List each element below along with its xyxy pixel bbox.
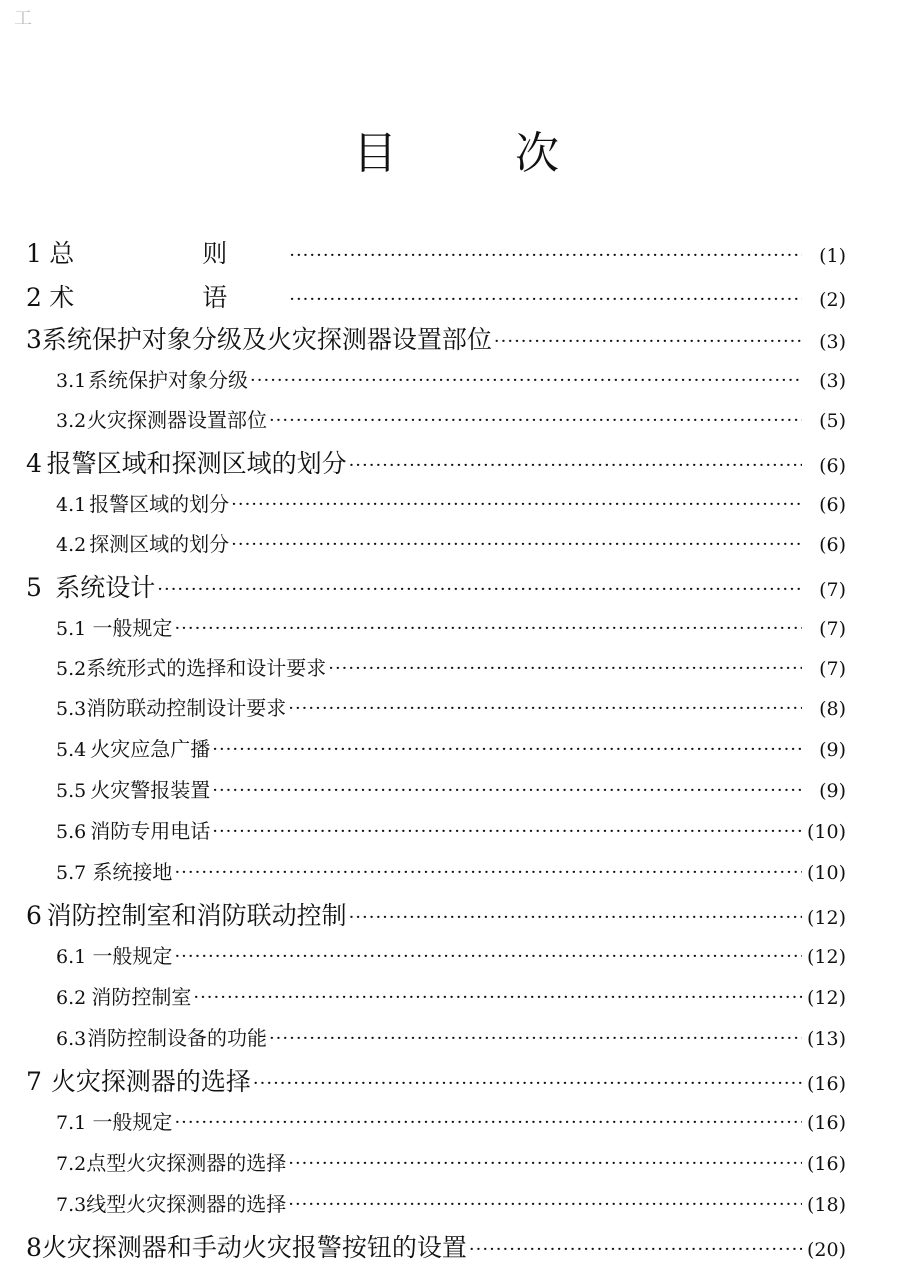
toc-entry-page: (12) [806,907,846,929]
toc-entry-6-1[interactable] [26,940,846,969]
toc-entry-page: (18) [806,1194,846,1216]
toc-entry-8[interactable] [26,1228,846,1264]
toc-entry-7-2[interactable] [26,1147,846,1176]
toc-leader-dots [212,780,802,801]
toc-leader-dots [174,618,802,639]
toc-entry-label: 线型火灾探测器的选择 [86,1192,287,1216]
toc-entry-label: 系统保护对象分级 [88,368,249,392]
toc-entry-6-3[interactable] [26,1022,846,1051]
toc-entry-page: (9) [819,739,846,761]
toc-entry-5-4[interactable] [26,733,846,762]
toc-entry-page: (12) [806,946,846,968]
toc-leader-dots [349,455,802,476]
toc-entry-label: 消防控制室和消防联动控制 [46,901,347,930]
toc-leader-dots [289,245,802,266]
toc-entry-label: 火灾探测器和手动火灾报警按钮的设置 [41,1233,467,1262]
toc-entry-page: (3) [819,331,846,353]
toc-entry-number: 4 [26,449,42,478]
toc-entry-label: 一般规定 [92,944,173,968]
toc-entry-number: 4.1 [56,494,87,516]
toc-leader-dots [250,370,802,391]
toc-leader-dots [231,494,802,515]
toc-entry-number: 5.1 [56,618,87,640]
toc-entry-3-1[interactable] [26,364,846,393]
toc-leader-dots [469,1239,802,1260]
toc-entry-page: (20) [806,1239,846,1261]
toc-leader-dots [212,821,802,842]
toc-entry-5-6[interactable] [26,815,846,844]
toc-entry-number: 5.4 [56,739,87,761]
toc-leader-dots [288,1194,802,1215]
toc-entry-number: 5 [26,573,42,602]
toc-entry-number: 3.1 [56,370,87,392]
toc-entry-1[interactable] [26,234,846,270]
toc-entry-number: 2 [26,283,42,312]
toc-entry-3[interactable] [26,320,846,356]
toc-entry-number: 6.1 [56,946,87,968]
toc-entry-6[interactable] [26,896,846,932]
toc-entry-7-1[interactable] [26,1106,846,1135]
toc-entry-page: (5) [819,410,846,432]
toc-entry-page: (7) [819,579,846,601]
toc-leader-dots [174,1112,802,1133]
toc-leader-dots [269,1028,802,1049]
toc-entry-label: 点型火灾探测器的选择 [86,1151,287,1175]
toc-leader-dots [289,289,802,310]
toc-entry-page: (16) [806,1112,846,1134]
toc-entry-page: (6) [819,534,846,556]
toc-entry-number: 5.6 [56,821,87,843]
toc-leader-dots [174,946,802,967]
toc-entry-label: 报警区域的划分 [89,492,230,516]
toc-entry-number: 5.7 [56,862,87,884]
toc-entry-6-2[interactable] [26,981,846,1010]
toc-entry-label: 系统形式的选择和设计要求 [86,656,327,680]
toc-leader-dots [349,907,802,928]
toc-entry-number: 7 [26,1067,42,1096]
toc-entry-label: 总 则 [49,239,288,268]
toc-entry-page: (16) [806,1073,846,1095]
toc-entry-page: (7) [819,618,846,640]
toc-entry-page: (10) [806,821,846,843]
toc-entry-label: 火灾探测器设置部位 [86,408,267,432]
toc-entry-number: 5.5 [56,780,87,802]
toc-entry-label: 探测区域的划分 [89,532,230,556]
toc-entry-number: 3 [26,325,42,354]
toc-leader-dots [288,698,802,719]
toc-leader-dots [193,987,802,1008]
toc-entry-label: 系统接地 [92,860,173,884]
toc-entry-number: 8 [26,1233,42,1262]
toc-leader-dots [157,579,802,600]
toc-entry-page: (7) [819,658,846,680]
toc-entry-7[interactable] [26,1062,846,1098]
toc-entry-3-2[interactable] [26,404,846,433]
toc-entry-label: 系统设计 [55,573,156,602]
toc-entry-label: 系统保护对象分级及火灾探测器设置部位 [41,325,492,354]
toc-entry-page: (3) [819,370,846,392]
toc-leader-dots [212,739,802,760]
toc-entry-page: (13) [806,1028,846,1050]
toc-entry-page: (10) [806,862,846,884]
toc-entry-label: 报警区域和探测区域的划分 [46,449,347,478]
toc-entry-page: (8) [819,698,846,720]
toc-entry-number: 6.2 [56,987,87,1009]
corner-mark: 工 [14,8,32,29]
toc-leader-dots [231,534,802,555]
toc-entry-number: 7.2 [56,1153,87,1175]
toc-entry-number: 6.3 [56,1028,87,1050]
toc-entry-7-3[interactable] [26,1188,846,1217]
toc-entry-label: 一般规定 [92,616,173,640]
toc-entry-2[interactable] [26,278,846,314]
toc-entry-5-2[interactable] [26,652,846,681]
toc-entry-label: 火灾探测器的选择 [50,1067,251,1096]
toc-entry-number: 4.2 [56,534,87,556]
toc-entry-number: 3.2 [56,410,87,432]
toc-entry-label: 消防控制设备的功能 [86,1026,267,1050]
toc-entry-page: (16) [806,1153,846,1175]
toc-entry-label: 消防联动控制设计要求 [86,696,287,720]
toc-entry-page: (1) [819,245,846,267]
toc-leader-dots [288,1153,802,1174]
toc-leader-dots [253,1073,802,1094]
toc-leader-dots [494,331,802,352]
toc-entry-number: 7.3 [56,1194,87,1216]
toc-entry-page: (9) [819,780,846,802]
toc-leader-dots [328,658,802,679]
toc-entry-5-3[interactable] [26,692,846,721]
toc-entry-number: 7.1 [56,1112,87,1134]
toc-entry-number: 1 [26,239,42,268]
toc-entry-5-5[interactable] [26,774,846,803]
toc-entry-page: (12) [806,987,846,1009]
toc-entry-4-2[interactable] [26,528,846,557]
toc-leader-dots [174,862,802,883]
toc-entry-5[interactable] [26,568,846,604]
toc-entry-page: (2) [819,289,846,311]
page-title: 目 次 [353,128,611,180]
toc-entry-5-7[interactable] [26,856,846,885]
toc-entry-label: 火灾应急广播 [90,737,211,761]
toc-entry-label: 术 语 [49,283,288,312]
toc-entry-label: 消防控制室 [91,985,192,1009]
toc-entry-4-1[interactable] [26,488,846,517]
toc-entry-label: 消防专用电话 [90,819,211,843]
toc-entry-number: 6 [26,901,42,930]
toc-entry-number: 5.2 [56,658,87,680]
toc-entry-label: 一般规定 [92,1110,173,1134]
toc-entry-number: 5.3 [56,698,87,720]
toc-entry-4[interactable] [26,444,846,480]
toc-leader-dots [269,410,802,431]
toc-entry-label: 火灾警报装置 [90,778,211,802]
toc-entry-page: (6) [819,494,846,516]
toc-entry-5-1[interactable] [26,612,846,641]
toc-entry-page: (6) [819,455,846,477]
